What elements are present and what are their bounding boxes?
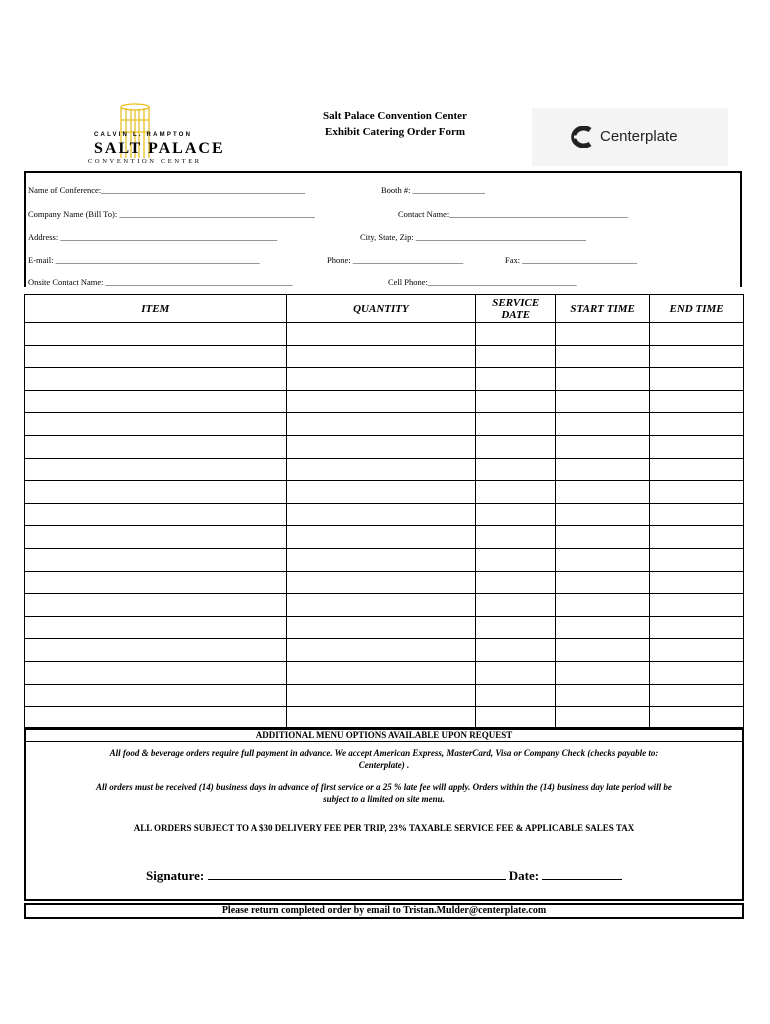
end-time-cell[interactable]: [650, 323, 744, 346]
salt-palace-logo: [88, 102, 225, 168]
table-row: [25, 684, 744, 707]
end-time-cell[interactable]: [650, 571, 744, 594]
conference-field[interactable]: Name of Conference:________________________________________________: [28, 185, 306, 195]
logo-line1: CALVIN L. RAMPTON: [94, 132, 193, 138]
end-time-cell[interactable]: [650, 639, 744, 662]
header-item: ITEM: [25, 295, 287, 323]
start-time-cell[interactable]: [556, 526, 650, 549]
service-date-cell[interactable]: [476, 571, 556, 594]
start-time-cell[interactable]: [556, 503, 650, 526]
quantity-cell[interactable]: [286, 526, 476, 549]
header-quantity: QUANTITY: [286, 295, 476, 323]
item-cell[interactable]: [25, 458, 287, 481]
table-row: [25, 571, 744, 594]
table-row: [25, 661, 744, 684]
centerplate-logo: [532, 108, 728, 166]
service-date-cell[interactable]: [476, 345, 556, 368]
orders-note-line2: subject to a limited on site menu.: [323, 794, 445, 804]
start-time-cell[interactable]: [556, 435, 650, 458]
end-time-cell[interactable]: [650, 481, 744, 504]
item-cell[interactable]: [25, 390, 287, 413]
table-row: [25, 503, 744, 526]
quantity-cell[interactable]: [286, 548, 476, 571]
service-date-cell[interactable]: [476, 639, 556, 662]
item-cell[interactable]: [25, 323, 287, 346]
end-time-cell[interactable]: [650, 345, 744, 368]
additional-options-note: ADDITIONAL MENU OPTIONS AVAILABLE UPON REQUEST: [26, 729, 742, 742]
centerplate-c-icon: [568, 126, 596, 148]
start-time-cell[interactable]: [556, 390, 650, 413]
end-time-cell[interactable]: [650, 390, 744, 413]
item-cell[interactable]: [25, 435, 287, 458]
table-row: [25, 526, 744, 549]
table-row: [25, 390, 744, 413]
table-row: [25, 345, 744, 368]
table-row: [25, 368, 744, 391]
quantity-cell[interactable]: [286, 435, 476, 458]
service-date-cell[interactable]: [476, 594, 556, 617]
table-row: [25, 594, 744, 617]
header-end-time: END TIME: [650, 295, 744, 323]
service-date-cell[interactable]: [476, 503, 556, 526]
service-date-cell[interactable]: [476, 323, 556, 346]
item-cell[interactable]: [25, 368, 287, 391]
table-row: [25, 323, 744, 346]
table-row: [25, 481, 744, 504]
start-time-cell[interactable]: [556, 323, 650, 346]
quantity-cell[interactable]: [286, 684, 476, 707]
title-line1: Salt Palace Convention Center: [323, 110, 467, 122]
header-service-date-label: SERVICE DATE: [492, 296, 540, 321]
quantity-cell[interactable]: [286, 368, 476, 391]
orders-note: [26, 781, 742, 805]
quantity-cell[interactable]: [286, 458, 476, 481]
start-time-cell[interactable]: [556, 639, 650, 662]
quantity-cell[interactable]: [286, 571, 476, 594]
email-field[interactable]: E-mail: ________________________________________________: [28, 255, 260, 265]
contact-info-section: [24, 171, 742, 287]
service-date-cell[interactable]: [476, 661, 556, 684]
quantity-cell[interactable]: [286, 481, 476, 504]
title-line2: Exhibit Catering Order Form: [324, 126, 466, 138]
table-row: [25, 707, 744, 730]
address-field[interactable]: Address: ___________________________________________________: [28, 232, 278, 242]
item-cell[interactable]: [25, 616, 287, 639]
end-time-cell[interactable]: [650, 548, 744, 571]
quantity-cell[interactable]: [286, 503, 476, 526]
onsite-contact-field[interactable]: Onsite Contact Name: ____________________________________________: [28, 277, 293, 287]
end-time-cell[interactable]: [650, 684, 744, 707]
end-time-cell[interactable]: [650, 707, 744, 730]
signature-row: [146, 867, 622, 884]
quantity-cell[interactable]: [286, 639, 476, 662]
service-date-cell[interactable]: [476, 684, 556, 707]
logo-line2: SALT PALACE: [94, 140, 225, 157]
cell-phone-field[interactable]: Cell Phone:___________________________________: [388, 277, 577, 287]
item-cell[interactable]: [25, 481, 287, 504]
quantity-cell[interactable]: [286, 323, 476, 346]
item-cell[interactable]: [25, 571, 287, 594]
service-date-cell[interactable]: [476, 368, 556, 391]
service-date-cell[interactable]: [476, 413, 556, 436]
start-time-cell[interactable]: [556, 413, 650, 436]
form-title: [300, 108, 490, 140]
start-time-cell[interactable]: [556, 548, 650, 571]
contact-field[interactable]: Contact Name:__________________________________________: [398, 209, 628, 219]
end-time-cell[interactable]: [650, 413, 744, 436]
service-date-cell[interactable]: [476, 548, 556, 571]
table-header-row: [25, 295, 744, 323]
phone-field[interactable]: Phone: __________________________: [327, 255, 464, 265]
booth-field[interactable]: Booth #: _________________: [381, 185, 485, 195]
centerplate-name: Centerplate: [600, 128, 678, 145]
end-time-cell[interactable]: [650, 435, 744, 458]
service-date-cell[interactable]: [476, 435, 556, 458]
end-time-cell[interactable]: [650, 503, 744, 526]
fee-note: ALL ORDERS SUBJECT TO A $30 DELIVERY FEE PER TRIP, 23% TAXABLE SERVICE FEE & APPLICABLE SALES TAX: [133, 823, 635, 833]
service-date-cell[interactable]: [476, 390, 556, 413]
end-time-cell[interactable]: [650, 458, 744, 481]
table-row: [25, 616, 744, 639]
item-cell[interactable]: [25, 661, 287, 684]
end-time-cell[interactable]: [650, 368, 744, 391]
city-field[interactable]: City, State, Zip: ________________________________________: [360, 232, 586, 242]
start-time-cell[interactable]: [556, 616, 650, 639]
start-time-cell[interactable]: [556, 594, 650, 617]
company-field[interactable]: Company Name (Bill To): ______________________________________________: [28, 209, 315, 219]
table-row: [25, 413, 744, 436]
signature-label: Signature:: [146, 868, 205, 883]
quantity-cell[interactable]: [286, 345, 476, 368]
quantity-cell[interactable]: [286, 594, 476, 617]
date-label: Date:: [508, 868, 540, 883]
item-cell[interactable]: [25, 526, 287, 549]
end-time-cell[interactable]: [650, 616, 744, 639]
quantity-cell[interactable]: [286, 413, 476, 436]
start-time-cell[interactable]: [556, 661, 650, 684]
item-cell[interactable]: [25, 548, 287, 571]
item-cell[interactable]: [25, 503, 287, 526]
end-time-cell[interactable]: [650, 526, 744, 549]
start-time-cell[interactable]: [556, 571, 650, 594]
table-body: [25, 323, 744, 730]
payment-note: [26, 747, 742, 771]
payment-note-line1: All food & beverage orders require full payment in advance. We accept American Express, MasterCard, Visa or Company Check (checks payable to:: [109, 748, 659, 758]
service-date-cell[interactable]: [476, 526, 556, 549]
order-items-table: [24, 294, 744, 730]
logo-line3: CONVENTION CENTER: [88, 158, 202, 165]
quantity-cell[interactable]: [286, 661, 476, 684]
service-date-cell[interactable]: [476, 707, 556, 730]
header-service-date: [476, 295, 556, 323]
terms-section: [24, 727, 744, 901]
quantity-cell[interactable]: [286, 616, 476, 639]
item-cell[interactable]: [25, 413, 287, 436]
item-cell[interactable]: [25, 684, 287, 707]
service-date-cell[interactable]: [476, 616, 556, 639]
service-date-cell[interactable]: [476, 458, 556, 481]
table-row: [25, 639, 744, 662]
fax-field[interactable]: Fax: ___________________________: [505, 255, 637, 265]
end-time-cell[interactable]: [650, 661, 744, 684]
start-time-cell[interactable]: [556, 684, 650, 707]
start-time-cell[interactable]: [556, 481, 650, 504]
table-row: [25, 458, 744, 481]
quantity-cell[interactable]: [286, 707, 476, 730]
item-cell[interactable]: [25, 639, 287, 662]
payment-note-line2: Centerplate) .: [358, 760, 410, 770]
start-time-cell[interactable]: [556, 345, 650, 368]
date-line[interactable]: [542, 867, 622, 880]
signature-line[interactable]: [208, 867, 506, 880]
quantity-cell[interactable]: [286, 390, 476, 413]
item-cell[interactable]: [25, 707, 287, 730]
start-time-cell[interactable]: [556, 458, 650, 481]
item-cell[interactable]: [25, 345, 287, 368]
item-cell[interactable]: [25, 594, 287, 617]
start-time-cell[interactable]: [556, 368, 650, 391]
end-time-cell[interactable]: [650, 594, 744, 617]
service-date-cell[interactable]: [476, 481, 556, 504]
start-time-cell[interactable]: [556, 707, 650, 730]
table-row: [25, 548, 744, 571]
return-instructions: Please return completed order by email to Tristan.Mulder@centerplate.com: [24, 903, 744, 919]
orders-note-line1: All orders must be received (14) business days in advance of first service or a 25 % late fee will apply. Orders within the (14) business day late period will be: [96, 782, 672, 792]
table-row: [25, 435, 744, 458]
header-start-time: START TIME: [556, 295, 650, 323]
